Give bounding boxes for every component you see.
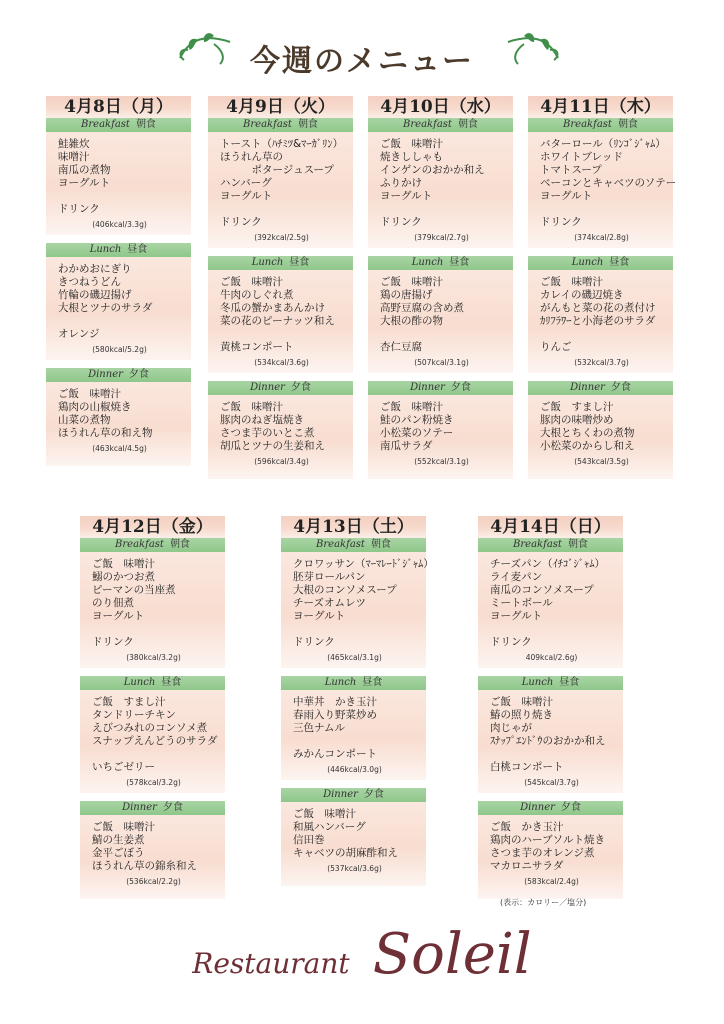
lunch-label-jp: 昼食 [362, 677, 383, 688]
menu-item: 胚芽ロールパン [293, 571, 366, 583]
menu-item: 南瓜サラダ [380, 440, 433, 452]
lunch-header [80, 676, 225, 690]
menu-item: 豚肉の味噌炒め [540, 414, 614, 426]
menu-item: ご飯 味噌汁 [220, 401, 283, 413]
menu-item: ご飯 味噌汁 [380, 401, 443, 413]
menu-item: クロワッサン（ﾏｰﾏﾚｰﾄﾞｼﾞｬﾑ） [293, 558, 434, 570]
breakfast-label-jp: 朝食 [135, 119, 156, 130]
menu-item: 金平ごぼう [92, 847, 145, 859]
menu-item: 牛肉のしぐれ煮 [220, 289, 294, 301]
day-card [281, 516, 434, 894]
breakfast-label-en: Breakfast [563, 119, 612, 130]
menu-item: ポタージュスープ [220, 164, 335, 176]
lunch-items [528, 270, 673, 373]
breakfast-section [208, 118, 353, 248]
menu-item: ヨーグルト [58, 177, 111, 189]
menu-item: 中華丼 かき玉汁 [293, 696, 377, 708]
day-card [478, 516, 623, 907]
menu-item: 高野豆腐の含め煮 [380, 302, 464, 314]
menu-item: チーズオムレツ [293, 597, 366, 609]
calorie-salt-info: (392kcal/2.5g) [254, 233, 309, 242]
lunch-label-jp: 昼食 [449, 257, 470, 268]
lunch-items [478, 690, 623, 793]
menu-item: ドリンク [540, 216, 582, 228]
breakfast-section [46, 118, 191, 235]
menu-item: 豚肉のねぎ塩焼き [220, 414, 304, 426]
lunch-label-jp: 昼食 [161, 677, 182, 688]
menu-item: のり佃煮 [92, 597, 134, 609]
day-card [46, 96, 191, 474]
menu-item: タンドリーチキン [92, 709, 176, 721]
menu-item: ドリンク [58, 203, 100, 215]
lunch-header [478, 676, 623, 690]
breakfast-header [528, 118, 673, 132]
breakfast-label-en: Breakfast [243, 119, 292, 130]
menu-item: ご飯 味噌汁 [380, 276, 443, 288]
breakfast-header [368, 118, 513, 132]
menu-item: 南瓜の煮物 [58, 164, 111, 176]
menu-item: 和風ハンバーグ [293, 821, 366, 833]
breakfast-items [478, 552, 623, 668]
menu-item: ライ麦パン [490, 571, 543, 583]
dinner-section [208, 381, 353, 479]
menu-item: 白桃コンポート [490, 761, 564, 773]
menu-item: バターロール（ﾘﾝｺﾞｼﾞｬﾑ） [540, 138, 666, 150]
menu-item: ご飯 味噌汁 [380, 138, 443, 150]
calorie-salt-info: (543kcal/3.5g) [574, 457, 629, 466]
day-date: 4月8日（月） [46, 96, 191, 118]
menu-item: ご飯 味噌汁 [92, 558, 155, 570]
menu-item: ヨーグルト [293, 610, 346, 622]
menu-item: ご飯 味噌汁 [58, 388, 121, 400]
lunch-label-en: Lunch [571, 257, 604, 268]
day-card [368, 96, 513, 487]
menu-item: 鮭雑炊 [58, 138, 90, 150]
dinner-items [80, 815, 225, 899]
dinner-items [368, 395, 513, 479]
menu-item: ハンバーグ [220, 177, 272, 189]
breakfast-label-jp: 朝食 [370, 539, 391, 550]
lunch-label-en: Lunch [521, 677, 554, 688]
breakfast-section [368, 118, 513, 248]
breakfast-items [46, 132, 191, 235]
menu-item: さつま芋のいとこ煮 [220, 427, 315, 439]
calorie-salt-info: (380kcal/3.2g) [126, 653, 181, 662]
menu-item: ご飯 味噌汁 [540, 276, 603, 288]
menu-item: みかんコンポート [293, 748, 377, 760]
menu-item: 三色ナムル [293, 722, 345, 734]
dinner-header [208, 381, 353, 395]
menu-item: ご飯 すまし汁 [92, 696, 166, 708]
breakfast-section [281, 538, 434, 668]
calorie-salt-info: (534kcal/3.6g) [254, 358, 309, 367]
lunch-items [281, 690, 426, 780]
menu-item: いちごゼリー [92, 761, 155, 773]
menu-item: 鶏肉のハーブソルト焼き [490, 834, 605, 846]
menu-item: ヨーグルト [220, 190, 273, 202]
menu-item: インゲンのおかか和え [380, 164, 485, 176]
lunch-label-jp: 昼食 [559, 677, 580, 688]
calorie-salt-info: (580kcal/5.2g) [92, 345, 147, 354]
calorie-salt-info: (532kcal/3.7g) [574, 358, 629, 367]
dinner-section [368, 381, 513, 479]
menu-item: 信田巻 [293, 834, 325, 846]
menu-item: ミートボール [490, 597, 553, 609]
day-card [80, 516, 225, 907]
calorie-salt-info: 409kcal/2.6g) [525, 653, 578, 662]
dinner-items [208, 395, 353, 479]
menu-item: 胡瓜とツナの生姜和え [220, 440, 325, 452]
lunch-section [46, 243, 191, 360]
dinner-header [46, 368, 191, 382]
menu-item: トースト（ﾊﾁﾐﾂ&ﾏｰｶﾞﾘﾝ） [220, 138, 344, 150]
menu-item: 冬瓜の蟹かまあんかけ [220, 302, 325, 314]
menu-item: ドリンク [380, 216, 422, 228]
calorie-salt-info: (537kcal/3.6g) [327, 864, 382, 873]
breakfast-header [46, 118, 191, 132]
menu-item: ほうれん草の和え物 [58, 427, 153, 439]
day-date: 4月10日（水） [368, 96, 513, 118]
brand-name: Soleil [372, 922, 532, 987]
breakfast-label-jp: 朝食 [617, 119, 638, 130]
breakfast-label-jp: 朝食 [567, 539, 588, 550]
dinner-section [80, 801, 225, 899]
breakfast-label-jp: 朝食 [297, 119, 318, 130]
breakfast-section [80, 538, 225, 668]
menu-item: ご飯 味噌汁 [293, 808, 356, 820]
menu-item: ご飯 すまし汁 [540, 401, 614, 413]
menu-item: ふりかけ [380, 177, 422, 189]
dinner-label-en: Dinner [520, 802, 555, 813]
breakfast-label-en: Breakfast [115, 539, 164, 550]
menu-item: ヨーグルト [92, 610, 145, 622]
restaurant-brand [0, 922, 724, 987]
lunch-label-en: Lunch [411, 257, 444, 268]
menu-item: ご飯 かき玉汁 [490, 821, 564, 833]
lunch-header [368, 256, 513, 270]
calorie-salt-info: (379kcal/2.7g) [414, 233, 469, 242]
menu-item: 杏仁豆腐 [380, 341, 422, 353]
menu-item: ホワイトブレッド [540, 151, 623, 163]
menu-item: がんもと菜の花の煮付け [540, 302, 656, 314]
menu-item: 山菜の煮物 [58, 414, 111, 426]
menu-item: カレイの磯辺焼き [540, 289, 624, 301]
menu-item: 肉じゃが [490, 722, 532, 734]
menu-item: きつねうどん [58, 276, 121, 288]
calorie-salt-info: (552kcal/3.1g) [414, 457, 469, 466]
lunch-section [80, 676, 225, 793]
menu-item: えびつみれのコンソメ煮 [92, 722, 208, 734]
menu-item: 鯖の生姜煮 [92, 834, 145, 846]
lunch-header [528, 256, 673, 270]
menu-item: 大根のコンソメスープ [293, 584, 397, 596]
breakfast-label-jp: 朝食 [457, 119, 478, 130]
menu-item: ｽﾅｯﾌﾟｴﾝﾄﾞｳのおかか和え [490, 735, 606, 747]
menu-item: ご飯 味噌汁 [490, 696, 553, 708]
calorie-salt-info: (463kcal/4.5g) [92, 444, 147, 453]
dinner-label-en: Dinner [410, 382, 445, 393]
lunch-section [281, 676, 426, 780]
menu-item: ベーコンとキャベツのソテー [540, 177, 677, 189]
menu-item: ドリンク [490, 636, 532, 648]
menu-item: ドリンク [293, 636, 335, 648]
dinner-label-jp: 夕食 [363, 789, 384, 800]
breakfast-header [478, 538, 623, 552]
dinner-label-en: Dinner [250, 382, 285, 393]
calorie-salt-info: (465kcal/3.1g) [327, 653, 382, 662]
calorie-salt-info: (374kcal/2.8g) [574, 233, 629, 242]
day-date: 4月11日（木） [528, 96, 673, 118]
breakfast-header [281, 538, 426, 552]
dinner-header [80, 801, 225, 815]
menu-item: 小松菜のからし和え [540, 440, 635, 452]
calorie-salt-info: (446kcal/3.0g) [327, 765, 382, 774]
lunch-section [208, 256, 353, 373]
breakfast-label-en: Breakfast [81, 119, 130, 130]
breakfast-items [281, 552, 434, 668]
breakfast-section [528, 118, 677, 248]
dinner-header [478, 801, 623, 815]
calorie-salt-info: (578kcal/3.2g) [126, 778, 181, 787]
menu-item: オレンジ [58, 328, 100, 340]
calorie-salt-info: (583kcal/2.4g) [524, 877, 579, 886]
lunch-items [80, 690, 225, 793]
dinner-header [528, 381, 673, 395]
menu-item: トマトスープ [540, 164, 602, 176]
page-title: 今週のメニュー [250, 44, 474, 79]
day-date: 4月14日（日） [478, 516, 623, 538]
brand-restaurant-label: Restaurant [192, 947, 350, 980]
menu-item: ヨーグルト [490, 610, 543, 622]
menu-item: 大根の酢の物 [380, 315, 443, 327]
lunch-header [281, 676, 426, 690]
day-card [528, 96, 677, 487]
menu-item: 鰯のかつお煮 [92, 571, 155, 583]
breakfast-header [80, 538, 225, 552]
dinner-section [281, 788, 426, 886]
calorie-salt-info: (596kcal/3.4g) [254, 457, 309, 466]
menu-item: ヨーグルト [380, 190, 433, 202]
calorie-salt-info: (536kcal/2.2g) [126, 877, 181, 886]
menu-item: 春雨入り野菜炒め [293, 709, 377, 721]
dinner-label-en: Dinner [323, 789, 358, 800]
breakfast-items [80, 552, 225, 668]
dinner-label-en: Dinner [122, 802, 157, 813]
lunch-items [368, 270, 513, 373]
dinner-items [46, 382, 191, 466]
menu-item: ピーマンの当座煮 [92, 584, 176, 596]
menu-item: 大根とツナのサラダ [58, 302, 153, 314]
lunch-label-en: Lunch [123, 677, 156, 688]
legend-note: (表示：カロリー／塩分) [500, 898, 587, 907]
lunch-label-en: Lunch [89, 244, 122, 255]
dinner-items [281, 802, 426, 886]
menu-item: 南瓜のコンソメスープ [490, 584, 594, 596]
dinner-label-en: Dinner [88, 369, 123, 380]
calorie-salt-info: (507kcal/3.1g) [414, 358, 469, 367]
dinner-label-jp: 夕食 [128, 369, 149, 380]
lunch-label-jp: 昼食 [127, 244, 148, 255]
calorie-salt-info: (545kcal/3.7g) [524, 778, 579, 787]
menu-item: 小松菜のソテー [380, 427, 454, 439]
menu-item: 鶏肉の山椒焼き [58, 401, 132, 413]
menu-item: りんご [540, 341, 572, 353]
menu-item: 焼きししゃも [380, 151, 443, 163]
day-card [208, 96, 353, 487]
menu-item: 鰆の照り焼き [490, 709, 553, 721]
menu-item: ｶﾘﾌﾗﾜｰと小海老のサラダ [540, 315, 656, 327]
breakfast-header [208, 118, 353, 132]
lunch-section [368, 256, 513, 373]
dinner-items [528, 395, 673, 479]
dinner-items [478, 815, 623, 899]
breakfast-items [208, 132, 353, 248]
menu-item: ドリンク [220, 216, 262, 228]
dinner-section [478, 801, 623, 899]
dinner-label-jp: 夕食 [560, 802, 581, 813]
breakfast-label-jp: 朝食 [169, 539, 190, 550]
dinner-header [281, 788, 426, 802]
menu-item: 鮭のパン粉焼き [380, 414, 454, 426]
menu-item: ヨーグルト [540, 190, 593, 202]
lunch-header [208, 256, 353, 270]
breakfast-items [528, 132, 677, 248]
dinner-label-jp: 夕食 [610, 382, 631, 393]
dinner-label-en: Dinner [570, 382, 605, 393]
breakfast-label-en: Breakfast [403, 119, 452, 130]
lunch-section [478, 676, 623, 793]
menu-item: ご飯 味噌汁 [220, 276, 283, 288]
breakfast-section [478, 538, 623, 668]
day-date: 4月12日（金） [80, 516, 225, 538]
day-date: 4月13日（土） [281, 516, 426, 538]
dinner-section [528, 381, 673, 479]
menu-item: 鶏の唐揚げ [380, 289, 433, 301]
lunch-label-en: Lunch [251, 257, 284, 268]
lunch-items [46, 257, 191, 360]
calorie-salt-info: (406kcal/3.3g) [92, 220, 147, 229]
menu-item: 菜の花のピーナッツ和え [220, 315, 335, 327]
breakfast-label-en: Breakfast [316, 539, 365, 550]
dinner-label-jp: 夕食 [162, 802, 183, 813]
lunch-label-en: Lunch [324, 677, 357, 688]
menu-item: チーズパン（ｲﾁｺﾞｼﾞｬﾑ） [490, 558, 605, 570]
lunch-label-jp: 昼食 [609, 257, 630, 268]
menu-item: ほうれん草の [220, 151, 283, 163]
lunch-section [528, 256, 673, 373]
menu-item: ほうれん草の錦糸和え [92, 860, 197, 872]
menu-item: マカロニサラダ [490, 860, 564, 872]
dinner-section [46, 368, 191, 466]
breakfast-items [368, 132, 513, 248]
lunch-header [46, 243, 191, 257]
menu-item: ドリンク [92, 636, 134, 648]
dinner-label-jp: 夕食 [450, 382, 471, 393]
menu-item: さつま芋のオレンジ煮 [490, 847, 595, 859]
menu-item: スナップえんどうのサラダ [92, 735, 218, 747]
dinner-label-jp: 夕食 [290, 382, 311, 393]
breakfast-label-en: Breakfast [513, 539, 562, 550]
dinner-header [368, 381, 513, 395]
menu-item: わかめおにぎり [58, 263, 132, 275]
day-date: 4月9日（火） [208, 96, 353, 118]
menu-item: ご飯 味噌汁 [92, 821, 155, 833]
lunch-items [208, 270, 353, 373]
menu-item: 味噌汁 [58, 151, 90, 163]
menu-item: 大根とちくわの煮物 [540, 427, 635, 439]
menu-item: 黄桃コンポート [220, 341, 294, 353]
menu-item: 竹輪の磯辺揚げ [58, 289, 132, 301]
lunch-label-jp: 昼食 [289, 257, 310, 268]
menu-item: キャベツの胡麻酢和え [293, 847, 398, 859]
